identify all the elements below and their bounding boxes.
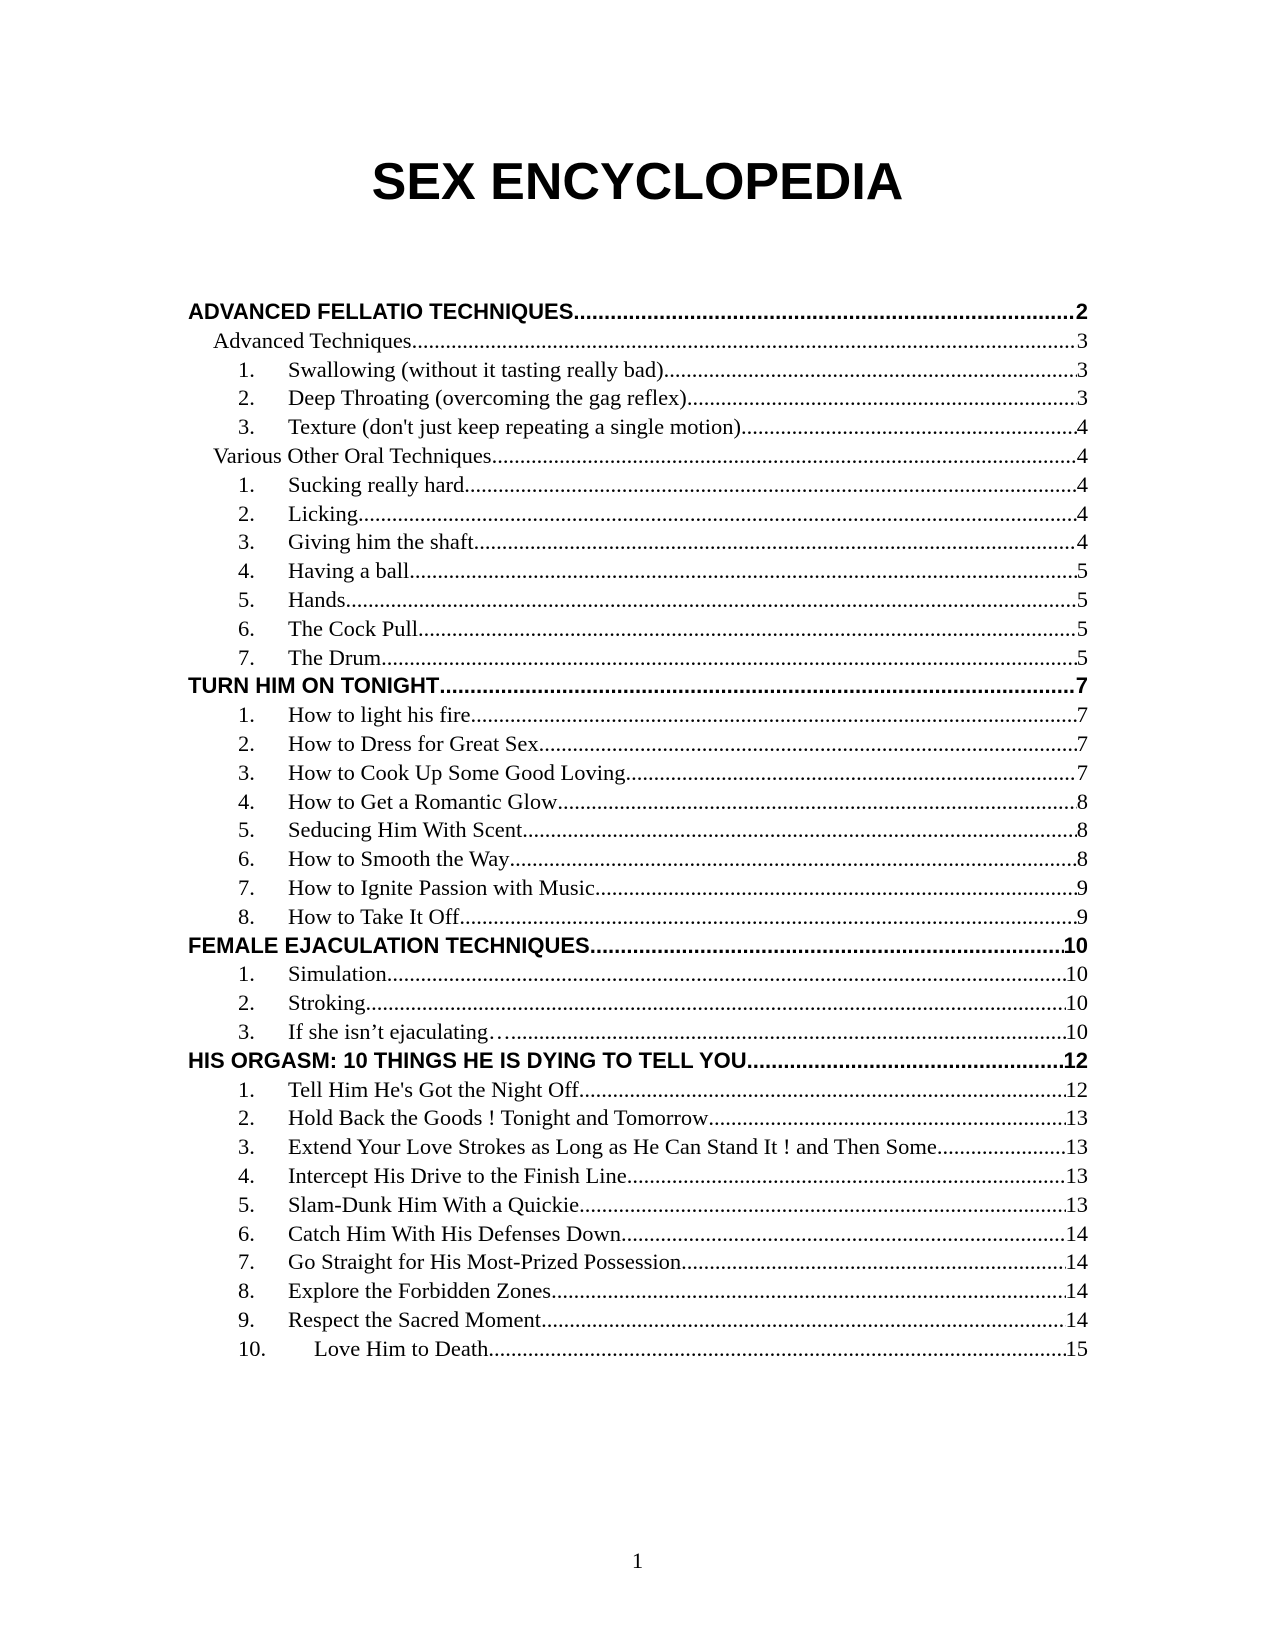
toc-dot-leader <box>741 413 1077 442</box>
toc-entry-title: Intercept His Drive to the Finish Line <box>288 1162 627 1188</box>
toc-entry-title: If she isn’t ejaculating… <box>288 1018 511 1044</box>
toc-entry-title: Love Him to Death <box>314 1335 489 1361</box>
toc-entry-number: 1. <box>238 356 255 382</box>
toc-entry[interactable] <box>188 932 1088 961</box>
toc-dot-leader <box>627 1162 1066 1191</box>
toc-entry-title: TURN HIM ON TONIGHT <box>188 673 440 699</box>
toc-entry-page: 14 <box>1065 1306 1088 1332</box>
toc-dot-leader <box>412 327 1077 356</box>
toc-dot-leader <box>541 1306 1065 1335</box>
toc-entry-title: Various Other Oral Techniques <box>213 442 492 468</box>
toc-entry-title: Seducing Him With Scent <box>288 817 523 843</box>
toc-entry[interactable] <box>188 327 1088 356</box>
toc-entry-title: Sucking really hard <box>288 471 465 497</box>
toc-entry-page: 10 <box>1063 932 1088 958</box>
toc-entry[interactable] <box>188 413 1088 442</box>
toc-dot-leader <box>747 1047 1064 1076</box>
toc-entry-number: 1. <box>238 471 255 497</box>
toc-entry-page: 10 <box>1065 961 1088 987</box>
toc-entry-page: 13 <box>1065 1105 1088 1131</box>
toc-dot-leader <box>511 1018 1066 1047</box>
toc-entry-page: 14 <box>1065 1278 1088 1304</box>
toc-entry-title: Explore the Forbidden Zones <box>288 1278 552 1304</box>
toc-entry-title: How to Smooth the Way <box>288 846 510 872</box>
toc-dot-leader <box>510 845 1077 874</box>
toc-entry[interactable] <box>188 500 1088 529</box>
toc-entry-title: Tell Him He's Got the Night Off <box>288 1076 579 1102</box>
toc-entry-page: 5 <box>1076 644 1088 670</box>
toc-entry[interactable] <box>188 1220 1088 1249</box>
toc-entry-page: 3 <box>1076 356 1088 382</box>
toc-entry-page: 3 <box>1076 327 1088 353</box>
toc-entry-page: 7 <box>1076 759 1088 785</box>
toc-entry-page: 13 <box>1065 1162 1088 1188</box>
toc-entry[interactable] <box>188 442 1088 471</box>
toc-entry-title: How to Take It Off <box>288 903 460 929</box>
toc-entry-number: 3. <box>238 759 255 785</box>
toc-dot-leader <box>470 701 1076 730</box>
toc-entry[interactable] <box>188 701 1088 730</box>
toc-entry-title: How to Ignite Passion with Music <box>288 874 595 900</box>
toc-dot-leader <box>579 1191 1065 1220</box>
toc-entry[interactable] <box>188 528 1088 557</box>
toc-entry[interactable] <box>188 1306 1088 1335</box>
document-title: SEX ENCYCLOPEDIA <box>371 153 904 211</box>
page-number: 1 <box>631 1548 644 1573</box>
toc-entry[interactable] <box>188 644 1088 673</box>
toc-entry[interactable] <box>188 1277 1088 1306</box>
toc-dot-leader <box>687 384 1077 413</box>
toc-entry-number: 8. <box>238 1278 255 1304</box>
toc-entry-page: 7 <box>1075 673 1088 699</box>
table-of-contents <box>188 298 1088 1363</box>
toc-entry-title: ADVANCED FELLATIO TECHNIQUES <box>188 299 574 324</box>
toc-entry-page: 5 <box>1076 586 1088 612</box>
toc-entry-number: 5. <box>238 817 255 843</box>
toc-entry[interactable] <box>188 1162 1088 1191</box>
toc-entry-number: 1. <box>238 1076 255 1102</box>
toc-entry[interactable] <box>188 672 1088 701</box>
toc-entry-number: 3. <box>238 414 255 440</box>
toc-entry-page: 5 <box>1076 615 1088 641</box>
toc-entry-title: Advanced Techniques <box>213 327 412 353</box>
toc-entry-page: 8 <box>1076 817 1088 843</box>
toc-entry-number: 5. <box>238 1191 255 1217</box>
toc-entry[interactable] <box>188 1104 1088 1133</box>
toc-dot-leader <box>595 874 1077 903</box>
toc-entry-number: 6. <box>238 615 255 641</box>
toc-entry-page: 4 <box>1076 414 1088 440</box>
toc-dot-leader <box>937 1133 1066 1162</box>
toc-entry-page: 4 <box>1076 529 1088 555</box>
toc-entry[interactable] <box>188 356 1088 385</box>
toc-entry[interactable] <box>188 1076 1088 1105</box>
toc-entry-page: 14 <box>1065 1220 1088 1246</box>
toc-entry-title: HIS ORGASM: 10 THINGS HE IS DYING TO TELL YOU <box>188 1047 747 1073</box>
toc-entry[interactable] <box>188 298 1088 327</box>
toc-entry-title: Hands <box>288 586 346 612</box>
toc-entry-title: Hold Back the Goods ! Tonight and Tomorrow <box>288 1105 709 1131</box>
toc-entry-number: 3. <box>238 1134 255 1160</box>
toc-entry-number: 1. <box>238 702 255 728</box>
toc-dot-leader <box>358 500 1077 529</box>
toc-dot-leader <box>409 557 1077 586</box>
toc-entry-number: 4. <box>238 558 255 584</box>
toc-entry[interactable] <box>188 557 1088 586</box>
toc-entry[interactable] <box>188 615 1088 644</box>
toc-entry-page: 8 <box>1076 788 1088 814</box>
toc-entry-title: The Drum <box>288 644 382 670</box>
toc-entry-title: Swallowing (without it tasting really bad) <box>288 356 664 382</box>
toc-entry-number: 7. <box>238 1249 255 1275</box>
toc-dot-leader <box>681 1248 1065 1277</box>
toc-entry-title: Having a ball <box>288 558 410 584</box>
toc-entry[interactable] <box>188 960 1088 989</box>
toc-entry-number: 4. <box>238 1162 255 1188</box>
toc-entry-page: 3 <box>1076 385 1088 411</box>
toc-entry-page: 13 <box>1065 1191 1088 1217</box>
toc-entry-page: 10 <box>1065 1018 1088 1044</box>
toc-entry[interactable] <box>188 759 1088 788</box>
toc-entry-title: Simulation <box>288 961 387 987</box>
toc-entry-number: 2. <box>238 1105 255 1131</box>
toc-dot-leader <box>579 1076 1066 1105</box>
toc-entry-title: How to light his fire <box>288 702 471 728</box>
toc-entry-page: 12 <box>1063 1047 1088 1073</box>
toc-dot-leader <box>492 442 1077 471</box>
toc-entry[interactable] <box>188 586 1088 615</box>
toc-dot-leader <box>387 960 1066 989</box>
toc-entry[interactable] <box>188 1335 1088 1364</box>
toc-entry-number: 7. <box>238 644 255 670</box>
toc-entry[interactable] <box>188 471 1088 500</box>
toc-entry[interactable] <box>188 1018 1088 1047</box>
toc-entry-title: How to Dress for Great Sex <box>288 730 539 756</box>
toc-entry-page: 7 <box>1076 702 1088 728</box>
toc-entry-number: 9. <box>238 1306 255 1332</box>
toc-dot-leader <box>418 615 1077 644</box>
toc-dot-leader <box>488 1335 1065 1364</box>
toc-entry[interactable] <box>188 903 1088 932</box>
toc-entry-page: 8 <box>1076 846 1088 872</box>
toc-entry-title: Texture (don't just keep repeating a single motion) <box>288 414 741 440</box>
toc-entry-number: 3. <box>238 529 255 555</box>
toc-entry-title: Extend Your Love Strokes as Long as He Can Stand It ! and Then Some <box>288 1134 937 1160</box>
toc-dot-leader <box>664 356 1077 385</box>
toc-entry[interactable] <box>188 989 1088 1018</box>
toc-entry[interactable] <box>188 788 1088 817</box>
toc-entry-number: 3. <box>238 1018 255 1044</box>
toc-entry[interactable] <box>188 845 1088 874</box>
toc-entry-number: 8. <box>238 903 255 929</box>
toc-entry[interactable] <box>188 730 1088 759</box>
toc-dot-leader <box>439 672 1075 701</box>
toc-dot-leader <box>708 1104 1065 1133</box>
toc-entry-title: How to Get a Romantic Glow <box>288 788 558 814</box>
toc-dot-leader <box>539 730 1077 759</box>
toc-dot-leader <box>573 298 1075 327</box>
toc-entry-number: 2. <box>238 730 255 756</box>
toc-dot-leader <box>557 788 1076 817</box>
toc-entry-number: 4. <box>238 788 255 814</box>
toc-entry-number: 2. <box>238 385 255 411</box>
toc-dot-leader <box>621 1220 1065 1249</box>
toc-dot-leader <box>366 989 1066 1018</box>
toc-entry-number: 7. <box>238 874 255 900</box>
toc-entry[interactable] <box>188 1047 1088 1076</box>
toc-dot-leader <box>522 816 1076 845</box>
toc-entry-page: 9 <box>1076 903 1088 929</box>
toc-entry-page: 4 <box>1076 442 1088 468</box>
toc-entry-page: 15 <box>1065 1335 1088 1361</box>
toc-entry-page: 4 <box>1076 500 1088 526</box>
toc-entry-title: How to Cook Up Some Good Loving <box>288 759 626 785</box>
toc-entry-page: 10 <box>1065 990 1088 1016</box>
toc-entry-title: Slam-Dunk Him With a Quickie <box>288 1191 580 1217</box>
toc-entry-page: 9 <box>1076 874 1088 900</box>
toc-entry[interactable] <box>188 874 1088 903</box>
toc-entry-page: 4 <box>1076 471 1088 497</box>
toc-entry-number: 5. <box>238 586 255 612</box>
toc-entry-number: 6. <box>238 846 255 872</box>
toc-entry-page: 5 <box>1076 558 1088 584</box>
toc-entry-number: 10. <box>238 1335 267 1361</box>
toc-entry-page: 12 <box>1065 1076 1088 1102</box>
toc-dot-leader <box>590 932 1064 961</box>
toc-entry-title: Stroking <box>288 990 366 1016</box>
toc-dot-leader <box>381 644 1077 673</box>
toc-entry[interactable] <box>188 816 1088 845</box>
toc-entry-title: FEMALE EJACULATION TECHNIQUES <box>188 932 590 958</box>
toc-dot-leader <box>474 528 1077 557</box>
toc-entry-page: 7 <box>1076 730 1088 756</box>
toc-entry-number: 6. <box>238 1220 255 1246</box>
toc-entry-title: The Cock Pull <box>288 615 418 641</box>
toc-dot-leader <box>464 471 1077 500</box>
toc-entry[interactable] <box>188 1248 1088 1277</box>
toc-entry-number: 1. <box>238 961 255 987</box>
toc-dot-leader <box>626 759 1077 788</box>
toc-entry-title: Catch Him With His Defenses Down <box>288 1220 622 1246</box>
toc-entry-title: Go Straight for His Most-Prized Possession <box>288 1249 682 1275</box>
toc-entry[interactable] <box>188 1191 1088 1220</box>
toc-entry-title: Deep Throating (overcoming the gag reflex) <box>288 385 687 411</box>
toc-dot-leader <box>459 903 1076 932</box>
toc-dot-leader <box>551 1277 1065 1306</box>
toc-entry-number: 2. <box>238 500 255 526</box>
toc-entry[interactable] <box>188 384 1088 413</box>
toc-entry-page: 14 <box>1065 1249 1088 1275</box>
toc-entry-title: Licking <box>288 500 358 526</box>
toc-entry-page: 2 <box>1075 299 1088 324</box>
toc-entry-title: Giving him the shaft <box>288 529 474 555</box>
toc-entry[interactable] <box>188 1133 1088 1162</box>
toc-entry-title: Respect the Sacred Moment <box>288 1306 542 1332</box>
toc-entry-page: 13 <box>1065 1134 1088 1160</box>
toc-dot-leader <box>346 586 1077 615</box>
toc-entry-number: 2. <box>238 990 255 1016</box>
